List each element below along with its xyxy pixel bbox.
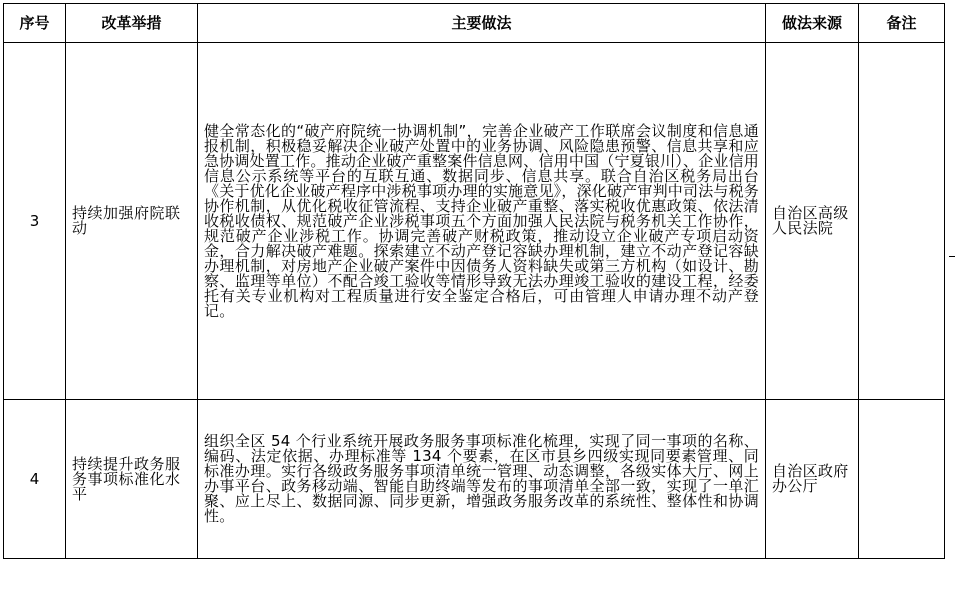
- row-practice: 组织全区 54 个行业系统开展政务服务事项标准化梳理，实现了同一事项的名称、编码、法定依据、办理标准等 134 个要素，在区市县乡四级实现同要素管理、同标准办理。实行各级政务服务事项清单统一管理、动态调整，各级实体大厅、网上办事平台、政务移动端、智能自助终端等发布的事项清单全部一致，实现了一单汇聚、应上尽上、数据同源、同步更新，增强政务服务改革的系统性、整体性和协调性。: [198, 400, 766, 559]
- column-header-measure: 改革举措: [66, 4, 198, 43]
- document-page: [0, 3, 955, 590]
- page-edge-mark: [949, 256, 955, 257]
- row-remark: [859, 43, 945, 400]
- row-measure: 持续加强府院联动: [66, 43, 198, 400]
- table-header-row: [4, 4, 945, 43]
- row-source: 自治区政府办公厅: [766, 400, 859, 559]
- column-header-source: 做法来源: [766, 4, 859, 43]
- reform-measures-table: [3, 3, 945, 559]
- table-row: [4, 43, 945, 400]
- column-header-remark: 备注: [859, 4, 945, 43]
- table-body: [4, 43, 945, 559]
- row-index: 4: [4, 400, 66, 559]
- table-row: [4, 400, 945, 559]
- row-source: 自治区高级人民法院: [766, 43, 859, 400]
- row-remark: [859, 400, 945, 559]
- row-practice: 健全常态化的“破产府院统一协调机制”，完善企业破产工作联席会议制度和信息通报机制，积极稳妥解决企业破产处置中的业务协调、风险隐患预警、信息共享和应急协调处置工作。推动企业破产重整案件信息网、信用中国（宁夏银川）、企业信用信息公示系统等平台的互联互通、数据同步、信息共享。联合自治区税务局出台《关于优化企业破产程序中涉税事项办理的实施意见》，深化破产审判中司法与税务协作机制，从优化税收征管流程、支持企业破产重整、落实税收优惠政策、依法清收税收债权、规范破产企业涉税事项五个方面加强人民法院与税务机关工作协作，规范破产企业涉税工作。协调完善破产财税政策，推动设立企业破产专项启动资金，合力解决破产难题。探索建立不动产登记容缺办理机制，建立不动产登记容缺办理机制，对房地产企业破产案件中因债务人资料缺失或第三方机构（如设计、勘察、监理等单位）不配合竣工验收等情形导致无法办理竣工验收的建设工程，经委托有关专业机构对工程质量进行安全鉴定合格后，可由管理人申请办理不动产登记。: [198, 43, 766, 400]
- row-index: 3: [4, 43, 66, 400]
- row-measure: 持续提升政务服务事项标准化水平: [66, 400, 198, 559]
- column-header-index: 序号: [4, 4, 66, 43]
- column-header-practice: 主要做法: [198, 4, 766, 43]
- table-header: [4, 4, 945, 43]
